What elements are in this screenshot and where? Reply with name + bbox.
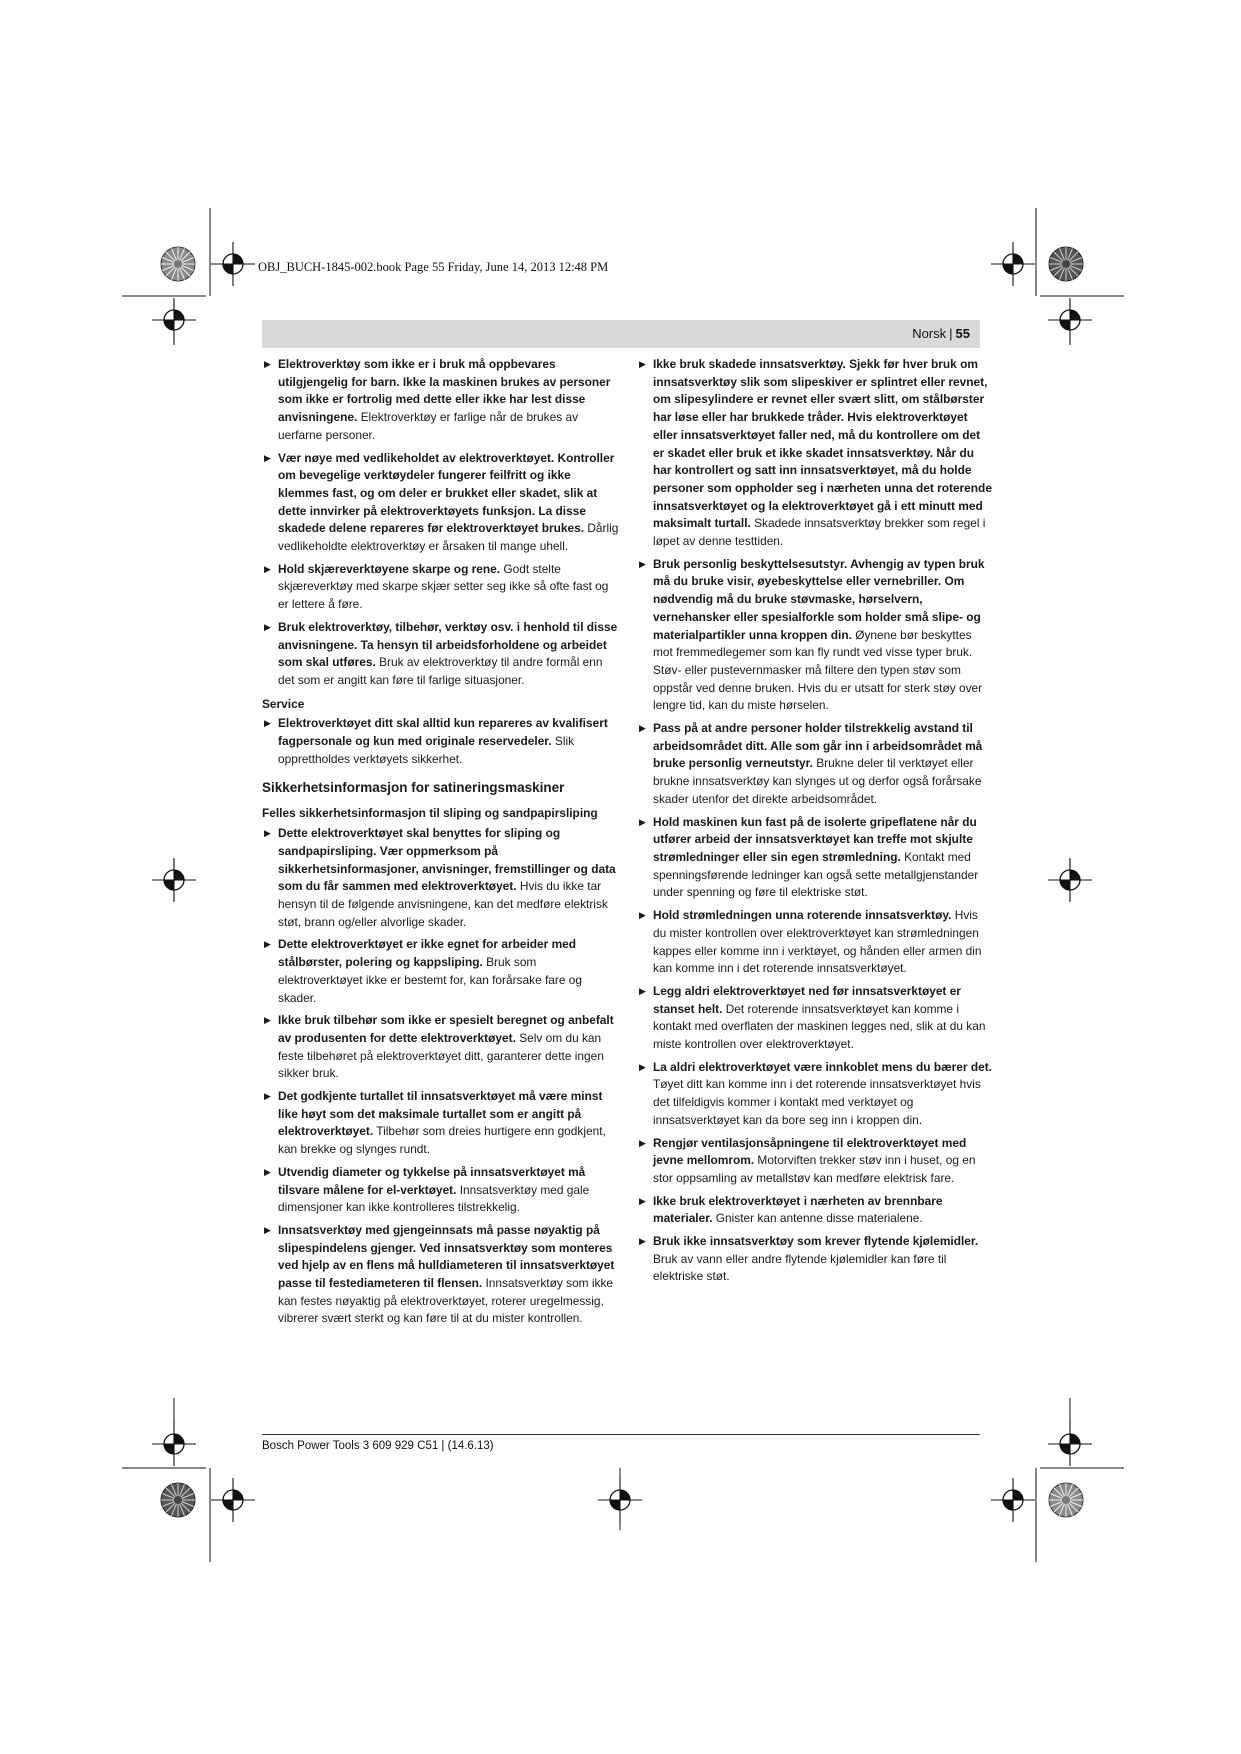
triangle-bullet-icon: ▶	[264, 828, 271, 839]
triangle-bullet-icon: ▶	[639, 1137, 646, 1148]
safety-list-item	[637, 1059, 994, 1130]
item-normal-text: Bruk som elektroverktøyet ikke er bestemt for, kan forårsake fare og skader.	[278, 955, 583, 1005]
item-bold-text: Rengjør ventilasjonsåpningene til elektroverktøyet med jevne mellomrom.	[653, 1135, 967, 1168]
safety-list-item	[262, 450, 620, 556]
item-bold-text: Ikke bruk elektroverktøyet i nærheten av brennbare materialer.	[653, 1193, 943, 1226]
safety-list-item	[262, 715, 620, 768]
safety-list-item	[637, 1135, 994, 1188]
service-items-group	[262, 715, 620, 768]
item-normal-text: Innsatsverktøy som ikke kan festes nøyaktig på elektroverktøyet, roterer uregelmessig, vibrerer svært sterkt og kan føre til at du mister kontrollen.	[278, 1276, 614, 1326]
safety-list-item	[637, 1193, 994, 1228]
triangle-bullet-icon: ▶	[264, 1224, 271, 1235]
item-normal-text: Bruk av elektroverktøy til andre formål enn det som er angitt kan føre til farlige situasjoner.	[278, 655, 603, 687]
item-normal-text: Øynene bør beskyttes mot fremmedlegemer som kan fly rundt ved visse typer bruk. Støv- eller pustevernmasker må filtere den typen støv som oppstår ved denne bruken. Hvis du er utsatt for sterk støy over lengre tid, kan du miste hørselen.	[653, 627, 983, 713]
item-bold-text: Pass på at andre personer holder tilstrekkelig avstand til arbeidsområdet ditt. Alle som går inn i arbeidsområdet må bruke personlig verneutstyr.	[653, 721, 983, 771]
header-separator: |	[949, 326, 953, 341]
triangle-bullet-icon: ▶	[264, 452, 271, 463]
item-normal-text: Hvis du ikke tar hensyn til de følgende anvisningene, kan det medføre elektrisk støt, brann og/eller alvorlige skader.	[278, 879, 608, 929]
item-bold-text: Dette elektroverktøyet er ikke egnet for arbeider med stålbørster, polering og kappsliping.	[278, 937, 577, 970]
item-bold-text: Hold strømledningen unna roterende innsatsverktøy.	[653, 908, 952, 923]
item-bold-text: Bruk elektroverktøy, tilbehør, verktøy osv. i henhold til disse anvisningene. Ta hensyn til arbeidsforholdene og arbeidet som skal utføres.	[278, 619, 618, 670]
safety-list-item	[262, 1012, 620, 1083]
page-header	[912, 326, 970, 341]
safety-list-item	[637, 814, 994, 903]
book-file-info: OBJ_BUCH-1845-002.book Page 55 Friday, June 14, 2013 12:48 PM	[258, 260, 609, 274]
subsection-title: Felles sikkerhetsinformasjon til sliping og sandpapirsliping	[262, 806, 598, 821]
item-normal-text: Tilbehør som dreies hurtigere enn godkjent, kan brekke og slynges rundt.	[278, 1124, 606, 1157]
item-normal-text: Dårlig vedlikeholdte elektroverktøy er årsaken til mange uhell.	[278, 521, 619, 554]
page-number: 55	[955, 326, 970, 341]
item-normal-text: Slik opprettholdes verktøyets sikkerhet.	[278, 734, 575, 766]
item-bold-text: Innsatsverktøy med gjengeinnsats må passe nøyaktig på slipespindelens gjenger. Ved innsatsverktøy som monteres ved hjelp av en flens må hulldiameteren til innsatsverktøyet passe til festediameteren til flensen.	[278, 1222, 615, 1291]
item-bold-text: Hold maskinen kun fast på de isolerte gripeflatene når du utfører arbeid der innsatsverktøyet kan treffe mot skjulte strømledninger eller sin egen strømledning.	[653, 814, 977, 864]
page-footer: Bosch Power Tools 3 609 929 C51 | (14.6.13)	[262, 1440, 494, 1452]
item-bold-text: Bruk personlig beskyttelsesutstyr. Avhengig av typen bruk må du bruke visir, øyebeskyttelse eller vernebriller. Om nødvendig må du bruke støvmaske, hørselvern, vernehansker eller spesialforkle som holder små slipe- og materialpartikler unna kroppen din.	[653, 556, 985, 642]
item-bold-text: Dette elektroverktøyet skal benyttes for sliping og sandpapirsliping. Vær oppmerksom på sikkerhetsinformasjoner, anvisninger, fremstillinger og data som du får sammen med elektroverktøyet.	[278, 826, 616, 894]
safety-list-item	[262, 356, 620, 445]
triangle-bullet-icon: ▶	[639, 985, 646, 996]
item-bold-text: Det godkjente turtallet til innsatsverktøyet må være minst like høyt som det maksimale turtallet som er angitt på elektroverktøyet.	[278, 1089, 603, 1139]
left-column	[262, 356, 620, 1333]
section-title: Sikkerhetsinformasjon for satineringsmaskiner	[262, 780, 565, 796]
triangle-bullet-icon: ▶	[639, 558, 646, 569]
item-bold-text: Hold skjæreverktøyene skarpe og rene.	[278, 561, 501, 576]
triangle-bullet-icon: ▶	[264, 1166, 271, 1177]
safety-list-item	[637, 720, 994, 809]
item-bold-text: Ikke bruk tilbehør som ikke er spesielt beregnet og anbefalt av produsenten for dette elektroverktøyet.	[278, 1013, 614, 1045]
item-normal-text: Motorviften trekker støv inn i huset, og en stor oppsamling av metallstøv kan medføre elektrisk fare.	[653, 1153, 976, 1185]
item-normal-text: Godt stelte skjæreverktøy med skarpe skjær setter seg ikke så ofte fast og er lettere å føre.	[278, 561, 609, 612]
triangle-bullet-icon: ▶	[264, 563, 271, 574]
item-bold-text: Ikke bruk skadede innsatsverktøy. Sjekk før hver bruk om innsatsverktøy slik som slipeskiver er splintret eller revnet, om slipesylindere er revnet eller svært slitt, om stålbørster har løse eller har brukkede tråder. Hvis elektroverktøyet eller innsatsverktøyet faller ned, må du kontrollere om det er skadet eller bruk et ikke skadet innsatsverktøy. Når du har kontrollert og satt inn innsatsverktøyet, må du holde personer som oppholder seg i nærheten unna det roterende innsatsverktøyet og la elektroverktøyet gå i ett minutt med maksimalt turtall.	[653, 357, 992, 531]
triangle-bullet-icon: ▶	[639, 1061, 646, 1072]
item-normal-text: Hvis du mister kontrollen over elektroverktøyet kan strømledningen kappes eller komme inn i verktøyet, og hånden eller armen din kan komme inn i det roterende innsatsverktøyet.	[653, 908, 982, 976]
item-bold-text: La aldri elektroverktøyet være innkoblet mens du bærer det.	[653, 1059, 992, 1074]
item-normal-text: Innsatsverktøy med gale dimensjoner kan ikke kontrolleres tilstrekkelig.	[278, 1182, 590, 1215]
item-bold-text: Elektroverktøyet ditt skal alltid kun repareres av kvalifisert fagpersonale og kun med originale reservedeler.	[278, 716, 608, 749]
item-bold-text: Utvendig diameter og tykkelse på innsatsverktøyet må tilsvare målene for el-verktøyet.	[278, 1164, 586, 1197]
item-bold-text: Bruk ikke innsatsverktøy som krever flytende kjølemidler.	[653, 1234, 979, 1249]
safety-list-item	[262, 619, 620, 690]
triangle-bullet-icon: ▶	[639, 723, 646, 734]
safety-list-item	[637, 1233, 994, 1286]
item-normal-text: Skadede innsatsverktøy brekker som regel i løpet av denne testtiden.	[653, 516, 986, 549]
item-normal-text: Kontakt med spenningsførende ledninger kan også sette metallgjenstander under spenning og føre til elektriske støt.	[653, 849, 979, 900]
safety-list-item	[262, 936, 620, 1007]
footer-rule	[262, 1434, 980, 1435]
triangle-bullet-icon: ▶	[264, 939, 271, 950]
safety-list-item	[637, 907, 994, 978]
safety-list-item	[262, 1222, 620, 1328]
left-items-group-b	[262, 825, 620, 1328]
safety-list-item	[262, 1088, 620, 1159]
safety-list-item	[637, 983, 994, 1054]
triangle-bullet-icon: ▶	[639, 1236, 646, 1247]
triangle-bullet-icon: ▶	[639, 816, 646, 827]
triangle-bullet-icon: ▶	[639, 1195, 646, 1206]
safety-list-item	[262, 825, 620, 931]
item-normal-text: Brukne deler til verktøyet eller brukne innsatsverktøy kan slynges ut og derfor også forårsake skader utenfor det direkte arbeidsområdet.	[653, 756, 982, 806]
item-normal-text: Selv om du kan feste tilbehøret på elektroverktøyet ditt, garanterer dette ingen sikker bruk.	[278, 1030, 604, 1081]
triangle-bullet-icon: ▶	[264, 718, 271, 729]
item-bold-text: Elektroverktøy som ikke er i bruk må oppbevares utilgjengelig for barn. Ikke la maskinen brukes av personer som ikke er fortrolig med dette eller ikke har lest disse anvisningene.	[278, 357, 611, 425]
safety-list-item	[262, 1164, 620, 1217]
triangle-bullet-icon: ▶	[639, 359, 646, 369]
safety-list-item	[637, 356, 994, 551]
item-normal-text: Tøyet ditt kan komme inn i det roterende innsatsverktøyet hvis det tilfeldigvis kommer i kontakt med verktøyet og innsatsverktøyet kan da bore seg inn i kroppen din.	[653, 1077, 981, 1127]
right-items-group	[637, 356, 994, 1286]
triangle-bullet-icon: ▶	[264, 1091, 271, 1102]
item-bold-text: Legg aldri elektroverktøyet ned før innsatsverktøyet er stanset helt.	[653, 983, 961, 1016]
item-bold-text: Vær nøye med vedlikeholdet av elektroverktøyet. Kontroller om bevegelige verktøydeler fungerer feilfritt og ikke klemmes fast, og om deler er brukket eller skadet, slik at dette innvirker på elektroverktøyets funksjon. La disse skadede delene repareres før elektroverktøyet brukes.	[278, 450, 615, 536]
triangle-bullet-icon: ▶	[639, 910, 646, 921]
header-language: Norsk	[912, 326, 947, 341]
right-column	[637, 356, 994, 1291]
item-normal-text: Elektroverktøy er farlige når de brukes av uerfarne personer.	[278, 410, 579, 442]
page-header-bar	[262, 320, 980, 348]
item-normal-text: Bruk av vann eller andre flytende kjølemidler kan føre til elektriske støt.	[653, 1251, 947, 1284]
service-heading: Service	[262, 696, 305, 711]
triangle-bullet-icon: ▶	[264, 621, 271, 632]
left-items-group-a	[262, 356, 620, 690]
safety-list-item	[637, 556, 994, 715]
triangle-bullet-icon: ▶	[264, 1015, 271, 1026]
safety-list-item	[262, 561, 620, 614]
triangle-bullet-icon: ▶	[264, 359, 271, 369]
item-normal-text: Gnister kan antenne disse materialene.	[712, 1211, 923, 1226]
item-normal-text: Det roterende innsatsverktøyet kan komme i kontakt med overflaten der maskinen legges ned, slik at du kan miste kontrollen over elektroverktøyet.	[653, 1001, 986, 1052]
